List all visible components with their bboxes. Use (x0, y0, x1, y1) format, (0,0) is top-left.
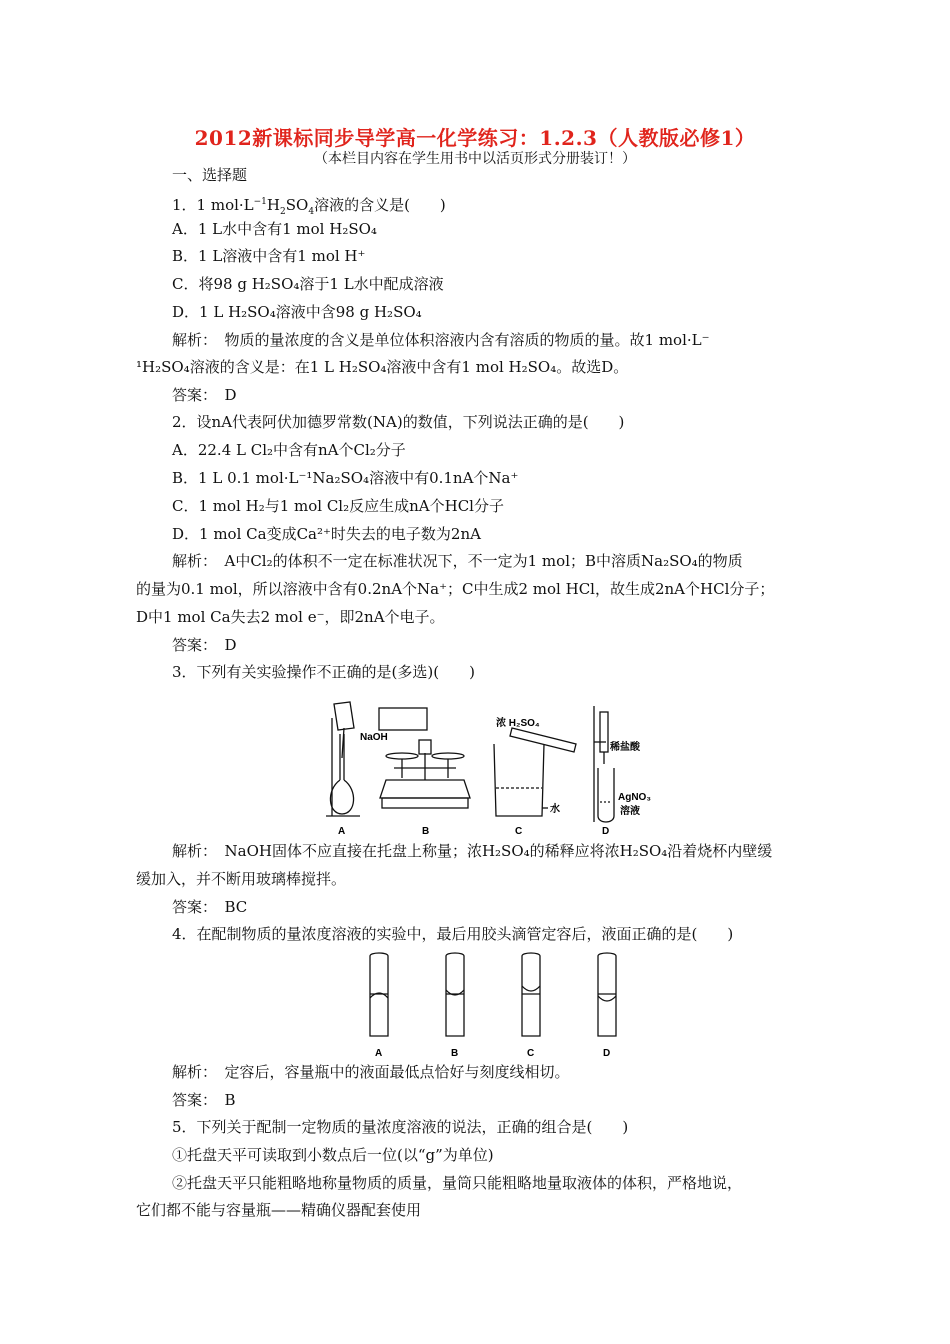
q1-option-d: D．1 L H₂SO₄溶液中含98 g H₂SO₄ (172, 303, 422, 321)
agno3-label: AgNO₃ (618, 792, 651, 803)
q5-stem: 5．下列关于配制一定物质的量浓度溶液的说法，正确的组合是( ) (172, 1118, 629, 1136)
document-title: 2012新课标同步导学高一化学练习：1.2.3（人教版必修1） (194, 126, 756, 150)
q2-analysis-line1: 解析： A中Cl₂的体积不一定在标准状况下，不一定为1 mol；B中溶质Na₂SO₄的物质 (172, 552, 743, 570)
q1-option-c: C．将98 g H₂SO₄溶于1 L水中配成溶液 (172, 275, 444, 293)
test-tube-apparatus-d (594, 706, 614, 822)
q3-analysis-line2: 缓加入，并不断用玻璃棒搅拌。 (136, 870, 347, 888)
document-subtitle: （本栏目内容在学生用书中以活页形式分册装订！） (314, 151, 636, 167)
q5-item1: ①托盘天平可读取到小数点后一位(以“g”为单位) (172, 1146, 494, 1164)
q2-analysis-line2: 的量为0.1 mol，所以溶液中含有0.2nA个Na⁺；C中生成2 mol HCl，故生成2nA个HCl分子； (136, 580, 775, 598)
q1-option-b: B．1 L溶液中含有1 mol H⁺ (172, 247, 366, 265)
section-heading: 一、选择题 (172, 166, 248, 184)
tube-label-b: B (451, 1048, 459, 1059)
tube-label-a: A (375, 1048, 383, 1059)
q2-option-b: B．1 L 0.1 mol·L⁻¹Na₂SO₄溶液中有0.1nA个Na⁺ (172, 469, 519, 487)
q5-item2-line2: 它们都不能与容量瓶——精确仪器配套使用 (136, 1201, 422, 1219)
q3-answer: 答案： BC (172, 898, 248, 916)
q1-answer: 答案： D (172, 386, 237, 404)
q1-analysis-line2: ¹H₂SO₄溶液的含义是：在1 L H₂SO₄溶液中含有1 mol H₂SO₄。故选D。 (136, 358, 629, 376)
balance-apparatus-b (379, 708, 470, 808)
q2-option-d: D．1 mol Ca变成Ca²⁺时失去的电子数为2nA (172, 525, 481, 543)
q1-option-a: A．1 L水中含有1 mol H₂SO₄ (172, 220, 377, 238)
q2-option-c: C．1 mol H₂与1 mol Cl₂反应生成nA个HCl分子 (172, 497, 504, 515)
tube-a (370, 953, 388, 1036)
naoh-label: NaOH (360, 732, 388, 743)
fig-label-c: C (515, 826, 523, 837)
q2-stem: 2．设nA代表阿伏加德罗常数(NA)的数值，下列说法正确的是( ) (172, 413, 625, 431)
q5-item2-line1: ②托盘天平只能粗略地称量物质的质量，量筒只能粗略地量取液体的体积，严格地说， (172, 1174, 743, 1192)
q2-analysis-line3: D中1 mol Ca失去2 mol e⁻，即2nA个电子。 (136, 608, 445, 626)
tube-b (446, 953, 464, 1036)
water-label: 水 (550, 804, 560, 815)
fig-label-b: B (422, 826, 430, 837)
q3-stem: 3．下列有关实验操作不正确的是(多选)( ) (172, 663, 475, 681)
q1-analysis-line1: 解析： 物质的量浓度的含义是单位体积溶液内含有溶质的物质的量。故1 mol·L⁻ (172, 331, 710, 349)
q1-stem: 1．1 $mol\cdot L^{-1}H_2SO_4$溶液的含义是( ) (172, 196, 446, 217)
q3-apparatus-figure (324, 698, 651, 838)
q4-analysis: 解析： 定容后，容量瓶中的液面最低点恰好与刻度线相切。 (172, 1063, 570, 1081)
q4-answer: 答案： B (172, 1091, 236, 1109)
conc-h2so4-label: 浓 H₂SO₄ (496, 718, 540, 729)
tube-c (522, 953, 540, 1036)
tube-label-c: C (527, 1048, 535, 1059)
fig-label-a: A (338, 826, 346, 837)
q2-answer: 答案： D (172, 636, 237, 654)
q3-analysis-line1: 解析： NaOH固体不应直接在托盘上称量；浓H₂SO₄的稀释应将浓H₂SO₄沿着烧杯内壁缓 (172, 842, 773, 860)
tube-label-d: D (603, 1048, 611, 1059)
tube-d (598, 953, 616, 1036)
q2-option-a: A．22.4 L Cl₂中含有nA个Cl₂分子 (172, 441, 406, 459)
beaker-apparatus-c (494, 728, 576, 816)
fig-label-d: D (602, 826, 610, 837)
flask-apparatus-a (326, 702, 360, 816)
q4-meniscus-figure (362, 952, 622, 1062)
q4-stem: 4．在配制物质的量浓度溶液的实验中，最后用胶头滴管定容后，液面正确的是( ) (172, 925, 734, 943)
solution-label: 溶液 (620, 806, 640, 817)
dilute-hcl-label: 稀盐酸 (610, 742, 640, 753)
